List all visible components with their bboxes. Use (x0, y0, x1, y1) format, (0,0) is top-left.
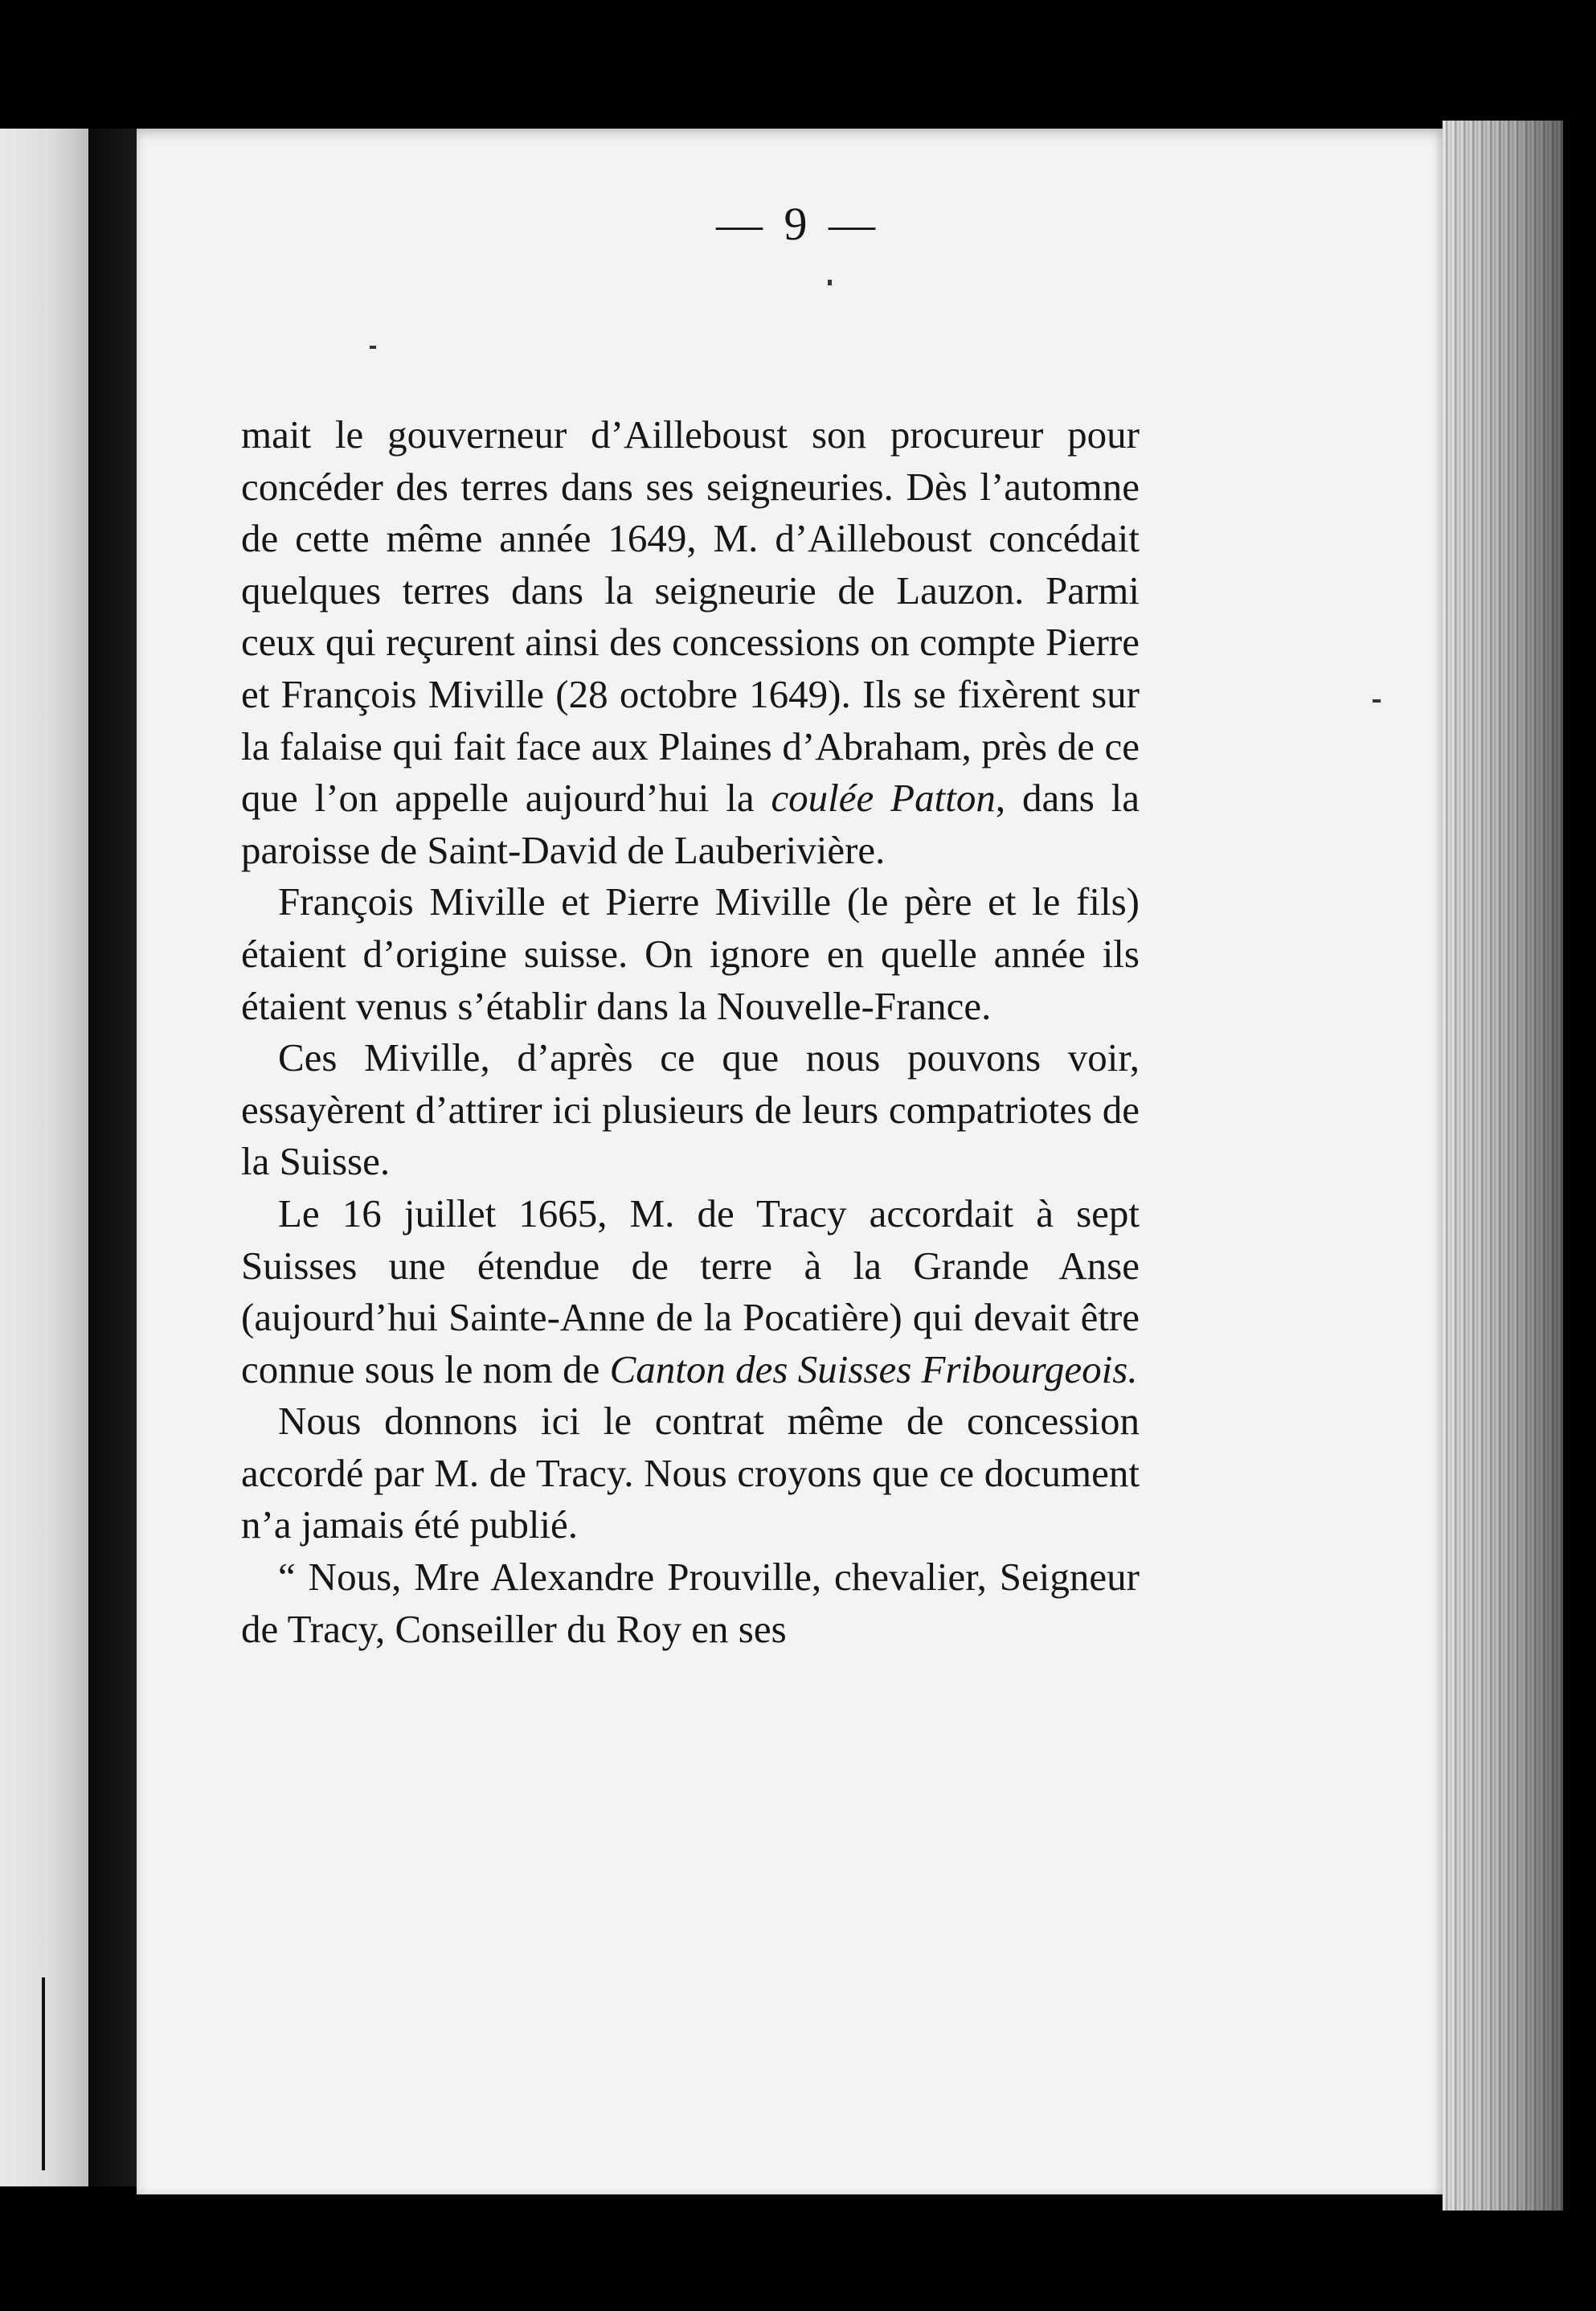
paragraph (241, 1395, 1140, 1551)
page-stack-edge (1443, 121, 1563, 2211)
facing-page-rule (42, 1977, 45, 2170)
paragraph (241, 1551, 1140, 1655)
body-text (241, 409, 1140, 1655)
page-number: — 9 — (716, 198, 880, 250)
book-gutter (88, 129, 137, 2186)
paragraph (241, 1032, 1140, 1188)
text-run: , dans la paroisse de Saint-David de Lauberivière. (241, 776, 1140, 872)
text-run: Le 16 juillet 1665, M. de Tracy accordait à sept Suisses une étendue de terre à la Grande Anse (aujourd’hui Sainte-Anne de la Pocatière) qui devait être connue sous le nom de (241, 1190, 1140, 1391)
italic-text: coulée Patton (771, 776, 996, 821)
text-run: Nous donnons ici le contrat même de concession accordé par M. de Tracy. Nous croyons que ce document n’a jamais été publié. (241, 1399, 1140, 1547)
text-run: Ces Miville, d’après ce que nous pouvons voir, essayèrent d’attirer ici plusieurs de leurs compatriotes de la Suisse. (241, 1035, 1140, 1184)
text-run: mait le gouverneur d’Ailleboust son procureur pour concéder des terres dans ses seigneuries. Dès l’automne de cette même année 1649, M. d’Ailleboust concédait quelques terres dans la seigneurie de Lauzon. Parmi ceux qui reçurent ainsi des concessions on compte Pierre et François Miville (28 octobre 1649). Ils se fixèrent sur la falaise qui fait face aux Plaines d’Abraham, près de ce que l’on appelle aujourd’hui la (241, 412, 1140, 821)
text-run: François Miville et Pierre Miville (le père et le fils) étaient d’origine suisse. On ignore en quelle année ils étaient venus s’établir dans la Nouvelle-France. (241, 879, 1140, 1028)
paragraph (241, 1188, 1140, 1395)
speck-mark (828, 280, 832, 285)
speck-mark (1373, 699, 1381, 703)
text-run: “ Nous, Mre Alexandre Prouville, chevalier, Seigneur de Tracy, Conseiller du Roy en ses (241, 1555, 1140, 1651)
paragraph (241, 409, 1140, 876)
italic-text: Canton des Suisses Fribourgeois. (609, 1346, 1138, 1391)
speck-mark (370, 346, 376, 349)
paragraph (241, 876, 1140, 1032)
facing-page-edge (0, 129, 88, 2186)
